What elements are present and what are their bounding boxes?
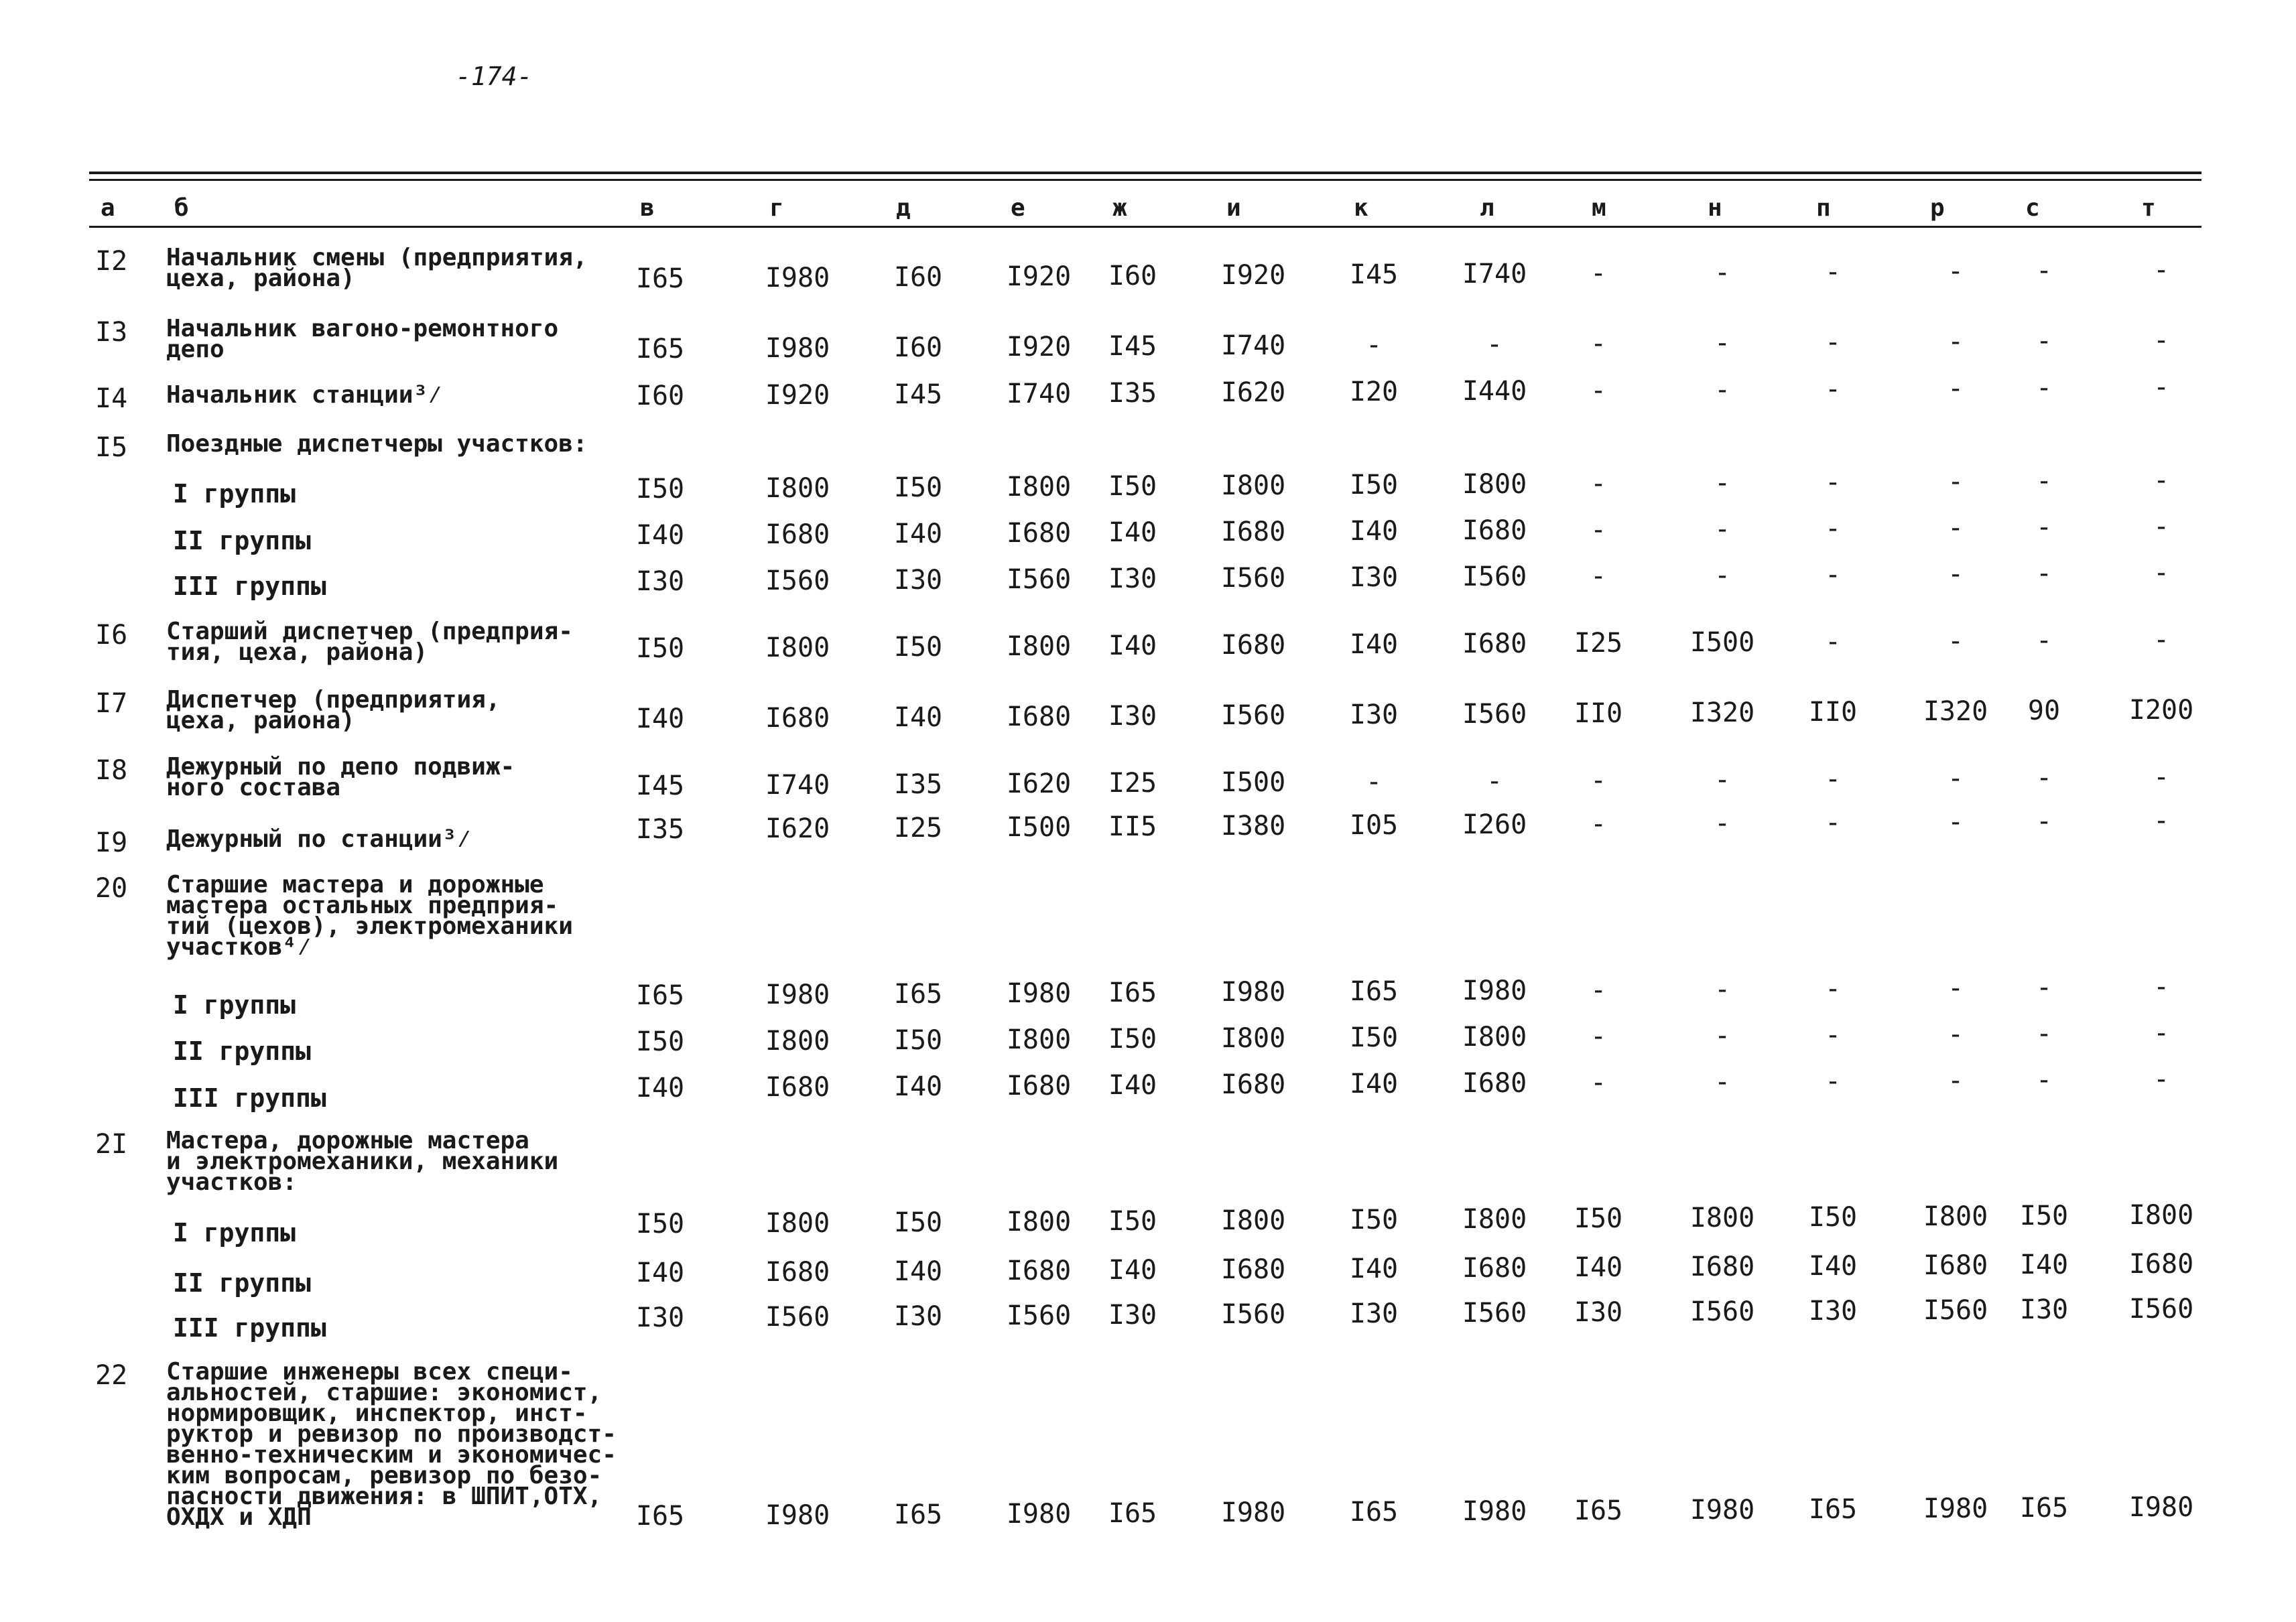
- row-number: I2: [95, 246, 128, 277]
- empty-cell-dash: -: [2035, 558, 2053, 589]
- empty-cell-dash: -: [1590, 258, 1607, 289]
- table-cell: I980: [1462, 1496, 1527, 1527]
- row-group-label: I группы: [173, 990, 296, 1020]
- table-cell: I20: [1349, 377, 1399, 407]
- table-cell: I40: [893, 1071, 943, 1102]
- table-cell: I800: [1462, 469, 1527, 500]
- table-cell: I560: [765, 1302, 830, 1333]
- empty-cell-dash: -: [1824, 374, 1842, 405]
- column-header: г: [769, 194, 784, 222]
- table-cell: I50: [1574, 1203, 1623, 1234]
- row-group-label: III группы: [173, 1313, 326, 1343]
- empty-cell-dash: -: [2153, 624, 2170, 655]
- column-header: и: [1226, 194, 1241, 222]
- table-cell: I680: [1220, 517, 1286, 547]
- empty-cell-dash: -: [2153, 372, 2170, 403]
- table-cell: I60: [635, 381, 685, 411]
- row-number: I5: [95, 432, 128, 463]
- empty-cell-dash: -: [2035, 1018, 2053, 1049]
- empty-cell-dash: -: [2153, 511, 2170, 542]
- table-cell: I980: [1006, 1499, 1072, 1530]
- table-cell: I980: [765, 263, 830, 293]
- table-cell: I800: [2128, 1200, 2194, 1231]
- empty-cell-dash: -: [2035, 1065, 2053, 1095]
- empty-cell-dash: -: [1947, 1019, 1964, 1050]
- table-cell: I30: [1349, 562, 1399, 593]
- table-cell: II5: [1108, 811, 1157, 842]
- table-cell: I500: [1006, 812, 1072, 843]
- table-cell: I380: [1220, 811, 1286, 841]
- empty-cell-dash: -: [2035, 762, 2053, 793]
- table-cell: I30: [1349, 699, 1399, 730]
- table-cell: I680: [1006, 518, 1072, 549]
- empty-cell-dash: -: [1824, 807, 1842, 838]
- row-number: I3: [95, 317, 128, 348]
- table-cell: I40: [1349, 629, 1399, 660]
- row-number: 20: [95, 873, 128, 904]
- table-cell: I50: [893, 1207, 943, 1238]
- table-cell: I560: [1462, 561, 1527, 592]
- row-number: I6: [95, 620, 128, 651]
- empty-cell-dash: -: [1590, 515, 1607, 545]
- table-cell: I620: [765, 813, 830, 844]
- empty-cell-dash: -: [1714, 1067, 1731, 1097]
- empty-cell-dash: -: [1590, 765, 1607, 796]
- empty-cell-dash: -: [1590, 1021, 1607, 1052]
- empty-cell-dash: -: [1714, 974, 1731, 1005]
- empty-cell-dash: -: [1590, 975, 1607, 1006]
- empty-cell-dash: -: [1714, 257, 1731, 288]
- table-cell: I680: [1220, 1069, 1286, 1100]
- empty-cell-dash: -: [2035, 625, 2053, 656]
- column-header: к: [1354, 194, 1368, 222]
- empty-cell-dash: -: [1365, 766, 1383, 797]
- header-rule: [89, 226, 2202, 228]
- table-cell: I680: [765, 1257, 830, 1288]
- table-cell: I680: [765, 1072, 830, 1103]
- table-cell: I620: [1006, 768, 1072, 799]
- table-cell: I50: [893, 472, 943, 503]
- table-cell: II0: [1574, 698, 1623, 729]
- table-cell: I65: [1349, 976, 1399, 1007]
- table-cell: I65: [2019, 1493, 2069, 1524]
- table-cell: I680: [1689, 1252, 1755, 1282]
- empty-cell-dash: -: [1590, 375, 1607, 406]
- row-description: Дежурный по депо подвиж- ного состава: [166, 753, 515, 801]
- table-cell: I30: [893, 1301, 943, 1332]
- table-cell: I680: [1462, 1253, 1527, 1284]
- table-cell: I65: [1108, 1498, 1157, 1529]
- table-cell: I50: [635, 1209, 685, 1239]
- table-cell: I800: [1220, 1023, 1286, 1054]
- column-header: м: [1592, 194, 1606, 222]
- table-cell: I260: [1462, 809, 1527, 840]
- table-cell: I35: [1108, 378, 1157, 409]
- table-cell: I65: [635, 980, 685, 1011]
- table-cell: I40: [1108, 1255, 1157, 1286]
- table-cell: I620: [1220, 377, 1286, 408]
- table-cell: I30: [635, 566, 685, 597]
- empty-cell-dash: -: [1714, 764, 1731, 795]
- row-group-label: I группы: [173, 1218, 296, 1247]
- table-cell: I680: [1006, 1256, 1072, 1286]
- empty-cell-dash: -: [2035, 326, 2053, 356]
- table-cell: I40: [893, 1256, 943, 1287]
- table-cell: I40: [893, 702, 943, 733]
- empty-cell-dash: -: [2153, 971, 2170, 1002]
- empty-cell-dash: -: [2153, 325, 2170, 356]
- empty-cell-dash: -: [1947, 513, 1964, 543]
- table-cell: I45: [893, 379, 943, 410]
- row-description: Мастера, дорожные мастера и электромеханики, механики участков:: [166, 1127, 559, 1196]
- empty-cell-dash: -: [2153, 255, 2170, 285]
- table-cell: I920: [765, 380, 830, 411]
- table-cell: I440: [1462, 376, 1527, 407]
- table-cell: I40: [1108, 517, 1157, 548]
- table-cell: I920: [1006, 261, 1072, 292]
- empty-cell-dash: -: [2035, 255, 2053, 286]
- table-cell: I40: [1349, 516, 1399, 547]
- empty-cell-dash: -: [1947, 626, 1964, 657]
- table-top-rule: [89, 172, 2202, 174]
- table-cell: I65: [1574, 1495, 1623, 1526]
- empty-cell-dash: -: [2153, 1018, 2170, 1049]
- table-cell: I560: [2128, 1294, 2194, 1325]
- table-cell: I500: [1220, 767, 1286, 798]
- empty-cell-dash: -: [1714, 808, 1731, 839]
- table-cell: I35: [635, 814, 685, 845]
- table-cell: I25: [893, 813, 943, 843]
- empty-cell-dash: -: [1714, 514, 1731, 545]
- empty-cell-dash: -: [1714, 560, 1731, 591]
- empty-cell-dash: -: [1947, 466, 1964, 497]
- row-group-label: III группы: [173, 571, 326, 601]
- empty-cell-dash: -: [1590, 328, 1607, 359]
- table-cell: I680: [765, 519, 830, 550]
- table-cell: I560: [765, 565, 830, 596]
- empty-cell-dash: -: [1365, 330, 1383, 360]
- table-cell: I680: [1462, 515, 1527, 546]
- column-header: п: [1816, 194, 1831, 222]
- row-number: I7: [95, 688, 128, 719]
- table-cell: I980: [765, 333, 830, 364]
- table-cell: I980: [765, 1500, 830, 1531]
- empty-cell-dash: -: [1947, 326, 1964, 357]
- empty-cell-dash: -: [1947, 807, 1964, 837]
- table-cell: I740: [765, 770, 830, 801]
- table-cell: I40: [635, 703, 685, 734]
- table-cell: I50: [1349, 1205, 1399, 1235]
- table-cell: I800: [765, 632, 830, 663]
- table-cell: I800: [765, 1208, 830, 1239]
- empty-cell-dash: -: [2035, 466, 2053, 496]
- empty-cell-dash: -: [1714, 375, 1731, 405]
- table-cell: I560: [1689, 1296, 1755, 1327]
- row-description: Старшие инженеры всех специ- альностей, старшие: экономист, нормировщик, инспектор, инст- руктор и ревизор по производст- венно-техническим и экономичес- ким вопросам, ревизор по безо- пасности движения: в ШПИТ,ОТХ, ОХДХ и ХДП: [166, 1358, 617, 1531]
- row-description: Дежурный по станции³⁄: [166, 825, 472, 853]
- table-cell: I800: [1006, 472, 1072, 502]
- row-description: Начальник смены (предприятия, цеха, района): [166, 244, 588, 292]
- table-cell: I40: [893, 519, 943, 549]
- empty-cell-dash: -: [1590, 561, 1607, 592]
- table-cell: I65: [635, 263, 685, 294]
- column-header: т: [2141, 194, 2156, 222]
- table-cell: I40: [635, 520, 685, 551]
- empty-cell-dash: -: [1824, 626, 1842, 657]
- empty-cell-dash: -: [1824, 764, 1842, 795]
- table-cell: I800: [1006, 631, 1072, 662]
- table-cell: I980: [1006, 978, 1072, 1009]
- table-cell: I60: [893, 262, 943, 293]
- table-cell: I800: [1462, 1022, 1527, 1053]
- empty-cell-dash: -: [2035, 512, 2053, 543]
- column-header: н: [1708, 194, 1722, 222]
- column-header: л: [1480, 194, 1494, 222]
- empty-cell-dash: -: [1947, 763, 1964, 794]
- table-cell: I40: [2019, 1249, 2069, 1280]
- table-cell: I800: [1006, 1024, 1072, 1055]
- table-cell: I560: [1006, 1300, 1072, 1331]
- table-cell: 90: [2027, 695, 2061, 726]
- empty-cell-dash: -: [2153, 1064, 2170, 1095]
- table-cell: I45: [1108, 331, 1157, 362]
- table-cell: I50: [2019, 1201, 2069, 1231]
- table-cell: I50: [1108, 471, 1157, 502]
- table-cell: I40: [635, 1073, 685, 1103]
- column-header: ж: [1112, 194, 1127, 222]
- table-cell: I680: [1923, 1250, 1988, 1281]
- table-cell: I560: [1220, 700, 1286, 731]
- table-cell: I60: [1108, 261, 1157, 291]
- table-cell: I320: [1923, 696, 1988, 727]
- column-header: е: [1011, 194, 1025, 222]
- table-cell: I25: [1574, 628, 1623, 659]
- table-cell: I680: [1462, 628, 1527, 659]
- table-cell: I980: [1220, 977, 1286, 1008]
- empty-cell-dash: -: [1947, 256, 1964, 287]
- table-cell: I740: [1220, 330, 1286, 361]
- table-cell: I980: [1923, 1493, 1988, 1524]
- table-cell: I65: [1108, 977, 1157, 1008]
- table-cell: I25: [1108, 768, 1157, 799]
- table-cell: I800: [765, 1026, 830, 1057]
- table-cell: I800: [765, 473, 830, 504]
- table-cell: I50: [893, 1025, 943, 1056]
- table-cell: I40: [1349, 1069, 1399, 1099]
- empty-cell-dash: -: [2035, 373, 2053, 403]
- empty-cell-dash: -: [2153, 465, 2170, 496]
- page-number: -174-: [456, 62, 533, 91]
- table-cell: I45: [1349, 259, 1399, 290]
- table-cell: I980: [1462, 975, 1527, 1006]
- table-cell: I65: [1349, 1497, 1399, 1528]
- table-cell: I65: [635, 334, 685, 364]
- table-cell: I30: [635, 1302, 685, 1333]
- table-cell: I200: [2128, 695, 2194, 726]
- row-group-label: I группы: [173, 479, 296, 509]
- column-header: д: [896, 194, 911, 222]
- empty-cell-dash: -: [1947, 373, 1964, 404]
- table-cell: I920: [1006, 332, 1072, 362]
- table-cell: I560: [1923, 1295, 1988, 1326]
- row-description: Старший диспетчер (предприя- тия, цеха, района): [166, 618, 573, 666]
- row-number: 22: [95, 1360, 128, 1391]
- table-cell: I680: [1220, 1254, 1286, 1285]
- empty-cell-dash: -: [1824, 559, 1842, 590]
- table-cell: I980: [765, 979, 830, 1010]
- table-cell: I30: [1349, 1298, 1399, 1329]
- row-group-label: II группы: [173, 526, 311, 555]
- table-cell: I680: [765, 703, 830, 734]
- row-description: Начальник вагоно-ремонтного депо: [166, 315, 559, 363]
- table-cell: I30: [893, 565, 943, 596]
- table-cell: I35: [893, 769, 943, 800]
- table-cell: I800: [1006, 1207, 1072, 1237]
- table-cell: I40: [1574, 1252, 1623, 1283]
- empty-cell-dash: -: [1714, 328, 1731, 358]
- table-top-rule-second: [89, 179, 2202, 181]
- row-number: I8: [95, 755, 128, 786]
- empty-cell-dash: -: [1824, 973, 1842, 1004]
- table-cell: I740: [1006, 379, 1072, 409]
- empty-cell-dash: -: [1486, 329, 1503, 360]
- table-cell: I560: [1462, 1298, 1527, 1329]
- row-number: 2I: [95, 1129, 128, 1160]
- empty-cell-dash: -: [1590, 468, 1607, 499]
- empty-cell-dash: -: [1824, 327, 1842, 358]
- empty-cell-dash: -: [2153, 762, 2170, 793]
- table-cell: I560: [1006, 564, 1072, 595]
- table-cell: I30: [1808, 1296, 1858, 1327]
- row-group-label: II группы: [173, 1268, 311, 1298]
- table-cell: I740: [1462, 259, 1527, 289]
- table-cell: I800: [1689, 1203, 1755, 1233]
- table-cell: I920: [1220, 260, 1286, 291]
- table-cell: II0: [1808, 697, 1858, 728]
- table-cell: I40: [635, 1258, 685, 1288]
- table-cell: I560: [1220, 563, 1286, 594]
- table-cell: I680: [1006, 1071, 1072, 1101]
- row-group-label: III группы: [173, 1083, 326, 1113]
- table-cell: I60: [893, 332, 943, 363]
- empty-cell-dash: -: [1824, 1020, 1842, 1051]
- empty-cell-dash: -: [2153, 805, 2170, 836]
- table-cell: I320: [1689, 697, 1755, 728]
- table-cell: I40: [1108, 630, 1157, 661]
- table-cell: I50: [1808, 1202, 1858, 1233]
- table-cell: I680: [2128, 1249, 2194, 1280]
- empty-cell-dash: -: [1714, 468, 1731, 498]
- empty-cell-dash: -: [1947, 559, 1964, 590]
- column-header: б: [174, 194, 189, 222]
- empty-cell-dash: -: [1947, 1065, 1964, 1096]
- table-cell: I50: [1349, 1022, 1399, 1053]
- table-cell: I50: [635, 1026, 685, 1057]
- row-description: Поездные диспетчеры участков:: [166, 430, 588, 458]
- empty-cell-dash: -: [1824, 257, 1842, 287]
- empty-cell-dash: -: [1824, 1066, 1842, 1097]
- empty-cell-dash: -: [1486, 766, 1503, 797]
- row-group-label: II группы: [173, 1036, 311, 1066]
- empty-cell-dash: -: [2153, 557, 2170, 588]
- table-cell: I40: [1808, 1251, 1858, 1282]
- table-cell: I980: [1689, 1495, 1755, 1526]
- table-cell: I65: [1808, 1494, 1858, 1525]
- empty-cell-dash: -: [1590, 809, 1607, 839]
- table-cell: I05: [1349, 810, 1399, 841]
- row-description: Диспетчер (предприятия, цеха, района): [166, 686, 501, 734]
- column-header: с: [2025, 194, 2040, 222]
- column-header: в: [640, 194, 655, 222]
- table-cell: I680: [1462, 1068, 1527, 1099]
- table-cell: I30: [1108, 701, 1157, 732]
- row-number: I9: [95, 827, 128, 858]
- table-cell: I50: [1349, 470, 1399, 500]
- table-cell: I65: [893, 979, 943, 1010]
- table-cell: I45: [635, 770, 685, 801]
- table-cell: I560: [1220, 1299, 1286, 1330]
- column-header: а: [101, 194, 115, 222]
- table-cell: I50: [1108, 1206, 1157, 1237]
- table-cell: I30: [1108, 563, 1157, 594]
- empty-cell-dash: -: [1824, 513, 1842, 544]
- table-cell: I800: [1462, 1204, 1527, 1235]
- row-number: I4: [95, 383, 128, 414]
- table-cell: I40: [1349, 1254, 1399, 1284]
- table-cell: I680: [1006, 701, 1072, 732]
- table-cell: I50: [893, 632, 943, 663]
- table-cell: I40: [1108, 1070, 1157, 1101]
- empty-cell-dash: -: [2035, 972, 2053, 1003]
- table-cell: I800: [1923, 1201, 1988, 1232]
- empty-cell-dash: -: [1947, 973, 1964, 1004]
- table-cell: I500: [1689, 627, 1755, 658]
- table-cell: I65: [893, 1499, 943, 1530]
- table-cell: I50: [1108, 1024, 1157, 1055]
- table-cell: I980: [2128, 1492, 2194, 1523]
- empty-cell-dash: -: [2035, 806, 2053, 837]
- table-cell: I30: [2019, 1294, 2069, 1325]
- table-cell: I30: [1108, 1300, 1157, 1331]
- table-cell: I800: [1220, 470, 1286, 501]
- column-header: р: [1930, 194, 1945, 222]
- empty-cell-dash: -: [1590, 1067, 1607, 1098]
- table-cell: I50: [635, 633, 685, 664]
- table-cell: I680: [1220, 630, 1286, 661]
- table-cell: I560: [1462, 699, 1527, 730]
- row-description: Старшие мастера и дорожные мастера остальных предприя- тий (цехов), электромеханики участков⁴⁄: [166, 871, 573, 961]
- table-cell: I50: [635, 474, 685, 504]
- table-cell: I800: [1220, 1205, 1286, 1236]
- row-description: Начальник станции³⁄: [166, 381, 442, 409]
- table-cell: I980: [1220, 1497, 1286, 1528]
- empty-cell-dash: -: [1714, 1020, 1731, 1051]
- table-cell: I65: [635, 1501, 685, 1532]
- empty-cell-dash: -: [1824, 467, 1842, 498]
- table-cell: I30: [1574, 1297, 1623, 1328]
